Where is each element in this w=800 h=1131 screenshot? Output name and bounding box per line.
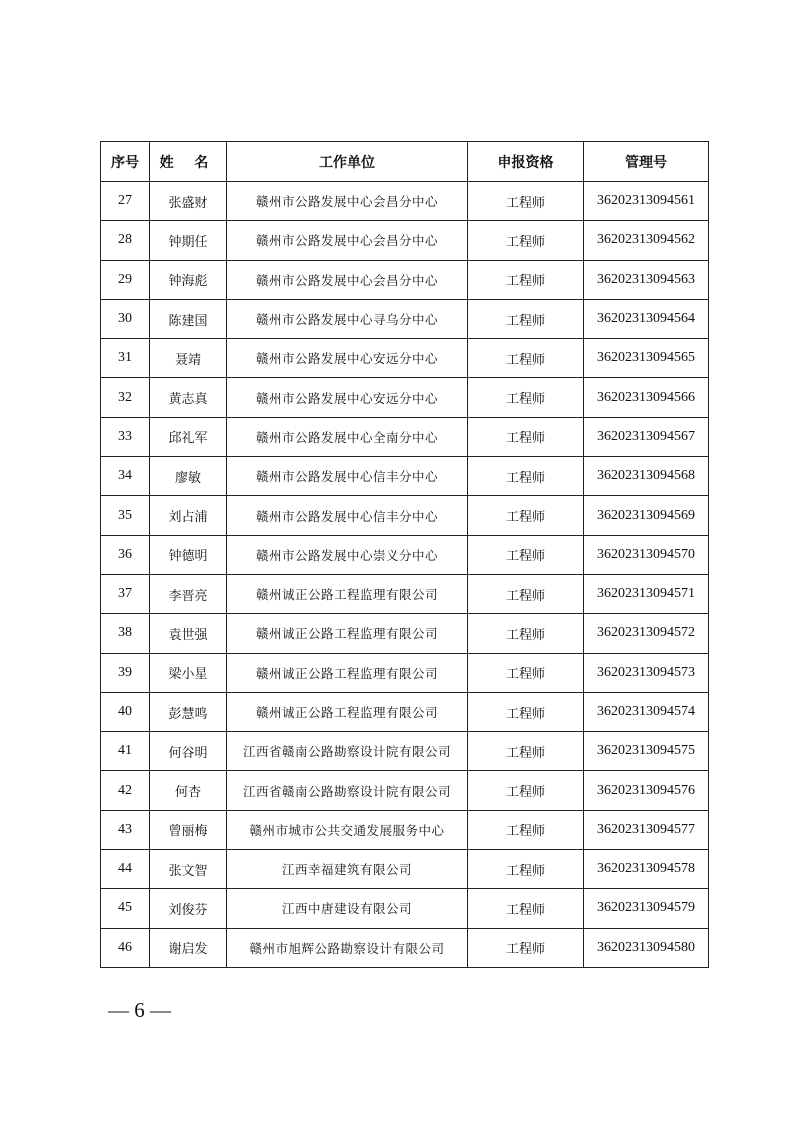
cell-seq: 41 <box>101 732 150 771</box>
cell-qualification: 工程师 <box>468 889 584 928</box>
cell-qualification: 工程师 <box>468 339 584 378</box>
cell-seq: 29 <box>101 260 150 299</box>
cell-unit: 赣州诚正公路工程监理有限公司 <box>227 574 468 613</box>
cell-qualification: 工程师 <box>468 653 584 692</box>
cell-unit: 赣州市公路发展中心会昌分中心 <box>227 182 468 221</box>
cell-qualification: 工程师 <box>468 732 584 771</box>
cell-name: 钟海彪 <box>150 260 227 299</box>
cell-qualification: 工程师 <box>468 221 584 260</box>
cell-mgmt-no: 36202313094574 <box>584 692 709 731</box>
cell-mgmt-no: 36202313094568 <box>584 457 709 496</box>
table-row <box>101 378 709 417</box>
cell-unit: 江西幸福建筑有限公司 <box>227 850 468 889</box>
cell-unit: 赣州市公路发展中心信丰分中心 <box>227 457 468 496</box>
cell-name: 陈建国 <box>150 299 227 338</box>
cell-seq: 30 <box>101 299 150 338</box>
cell-name: 张文智 <box>150 850 227 889</box>
cell-qualification: 工程师 <box>468 614 584 653</box>
cell-mgmt-no: 36202313094562 <box>584 221 709 260</box>
table-row <box>101 339 709 378</box>
cell-name: 聂靖 <box>150 339 227 378</box>
cell-qualification: 工程师 <box>468 378 584 417</box>
cell-mgmt-no: 36202313094578 <box>584 850 709 889</box>
cell-seq: 35 <box>101 496 150 535</box>
cell-seq: 44 <box>101 850 150 889</box>
table-row <box>101 221 709 260</box>
cell-name: 张盛财 <box>150 182 227 221</box>
cell-seq: 40 <box>101 692 150 731</box>
cell-name: 黄志真 <box>150 378 227 417</box>
table-row <box>101 457 709 496</box>
cell-unit: 江西省赣南公路勘察设计院有限公司 <box>227 771 468 810</box>
table-row <box>101 889 709 928</box>
header-qualification: 申报资格 <box>468 142 584 182</box>
cell-name: 钟期任 <box>150 221 227 260</box>
cell-mgmt-no: 36202313094567 <box>584 417 709 456</box>
cell-mgmt-no: 36202313094569 <box>584 496 709 535</box>
cell-unit: 赣州市公路发展中心会昌分中心 <box>227 221 468 260</box>
cell-seq: 31 <box>101 339 150 378</box>
cell-unit: 赣州诚正公路工程监理有限公司 <box>227 692 468 731</box>
cell-unit: 赣州市公路发展中心崇义分中心 <box>227 535 468 574</box>
cell-name: 曾丽梅 <box>150 810 227 849</box>
cell-mgmt-no: 36202313094580 <box>584 928 709 967</box>
cell-seq: 33 <box>101 417 150 456</box>
cell-seq: 43 <box>101 810 150 849</box>
cell-qualification: 工程师 <box>468 574 584 613</box>
cell-name: 廖敏 <box>150 457 227 496</box>
header-name: 姓 名 <box>150 142 227 182</box>
cell-unit: 赣州市公路发展中心会昌分中心 <box>227 260 468 299</box>
table-row <box>101 614 709 653</box>
cell-unit: 赣州市公路发展中心安远分中心 <box>227 339 468 378</box>
cell-name: 梁小星 <box>150 653 227 692</box>
cell-mgmt-no: 36202313094576 <box>584 771 709 810</box>
cell-qualification: 工程师 <box>468 496 584 535</box>
cell-seq: 45 <box>101 889 150 928</box>
table-row <box>101 732 709 771</box>
table-row <box>101 496 709 535</box>
cell-unit: 赣州市旭辉公路勘察设计有限公司 <box>227 928 468 967</box>
header-seq: 序号 <box>101 142 150 182</box>
cell-name: 钟德明 <box>150 535 227 574</box>
cell-seq: 27 <box>101 182 150 221</box>
table-row <box>101 535 709 574</box>
cell-mgmt-no: 36202313094577 <box>584 810 709 849</box>
table-row <box>101 771 709 810</box>
table-body <box>101 182 709 968</box>
cell-unit: 赣州市公路发展中心信丰分中心 <box>227 496 468 535</box>
cell-name: 刘俊芬 <box>150 889 227 928</box>
cell-name: 谢启发 <box>150 928 227 967</box>
cell-unit: 江西中唐建设有限公司 <box>227 889 468 928</box>
cell-qualification: 工程师 <box>468 928 584 967</box>
cell-qualification: 工程师 <box>468 457 584 496</box>
cell-qualification: 工程师 <box>468 260 584 299</box>
cell-mgmt-no: 36202313094563 <box>584 260 709 299</box>
cell-name: 彭慧鸣 <box>150 692 227 731</box>
cell-name: 李晋亮 <box>150 574 227 613</box>
cell-seq: 46 <box>101 928 150 967</box>
cell-mgmt-no: 36202313094565 <box>584 339 709 378</box>
cell-seq: 42 <box>101 771 150 810</box>
cell-name: 何谷明 <box>150 732 227 771</box>
table-row <box>101 810 709 849</box>
table-row <box>101 182 709 221</box>
cell-name: 何杏 <box>150 771 227 810</box>
cell-qualification: 工程师 <box>468 182 584 221</box>
cell-unit: 赣州市公路发展中心安远分中心 <box>227 378 468 417</box>
cell-unit: 赣州市城市公共交通发展服务中心 <box>227 810 468 849</box>
header-row <box>101 142 709 182</box>
cell-seq: 28 <box>101 221 150 260</box>
cell-unit: 江西省赣南公路勘察设计院有限公司 <box>227 732 468 771</box>
cell-qualification: 工程师 <box>468 810 584 849</box>
cell-unit: 赣州诚正公路工程监理有限公司 <box>227 653 468 692</box>
personnel-table <box>100 141 709 968</box>
cell-seq: 37 <box>101 574 150 613</box>
table-row <box>101 299 709 338</box>
cell-mgmt-no: 36202313094561 <box>584 182 709 221</box>
cell-qualification: 工程师 <box>468 850 584 889</box>
cell-unit: 赣州诚正公路工程监理有限公司 <box>227 614 468 653</box>
table-row <box>101 574 709 613</box>
cell-mgmt-no: 36202313094575 <box>584 732 709 771</box>
cell-seq: 34 <box>101 457 150 496</box>
cell-name: 刘占浦 <box>150 496 227 535</box>
header-mgmt-no: 管理号 <box>584 142 709 182</box>
table-row <box>101 653 709 692</box>
table-row <box>101 692 709 731</box>
table-row <box>101 417 709 456</box>
cell-mgmt-no: 36202313094571 <box>584 574 709 613</box>
table-row <box>101 928 709 967</box>
header-unit: 工作单位 <box>227 142 468 182</box>
cell-name: 袁世强 <box>150 614 227 653</box>
cell-qualification: 工程师 <box>468 692 584 731</box>
cell-qualification: 工程师 <box>468 417 584 456</box>
cell-seq: 38 <box>101 614 150 653</box>
cell-seq: 32 <box>101 378 150 417</box>
cell-qualification: 工程师 <box>468 299 584 338</box>
cell-seq: 36 <box>101 535 150 574</box>
cell-unit: 赣州市公路发展中心全南分中心 <box>227 417 468 456</box>
cell-unit: 赣州市公路发展中心寻乌分中心 <box>227 299 468 338</box>
table-row <box>101 260 709 299</box>
page-number: — 6 — <box>108 998 171 1022</box>
cell-mgmt-no: 36202313094579 <box>584 889 709 928</box>
cell-name: 邱礼军 <box>150 417 227 456</box>
cell-seq: 39 <box>101 653 150 692</box>
cell-mgmt-no: 36202313094566 <box>584 378 709 417</box>
cell-qualification: 工程师 <box>468 535 584 574</box>
cell-mgmt-no: 36202313094573 <box>584 653 709 692</box>
table-row <box>101 850 709 889</box>
table-header <box>101 142 709 182</box>
cell-mgmt-no: 36202313094570 <box>584 535 709 574</box>
cell-mgmt-no: 36202313094572 <box>584 614 709 653</box>
cell-qualification: 工程师 <box>468 771 584 810</box>
cell-mgmt-no: 36202313094564 <box>584 299 709 338</box>
